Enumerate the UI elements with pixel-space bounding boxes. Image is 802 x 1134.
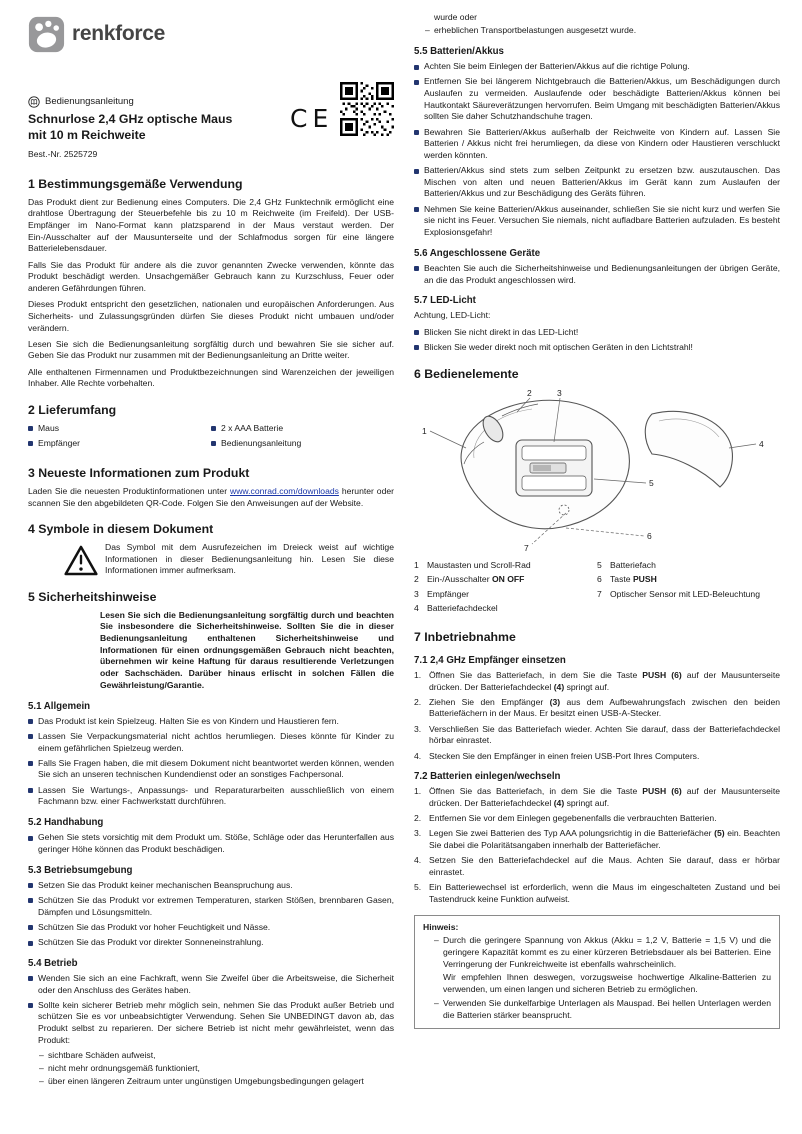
text-segment: Taste	[610, 574, 633, 585]
list-item	[414, 204, 780, 239]
text-segment: Entfernen Sie vor dem Einlegen gegebenenfalls die verbrauchten Batterien.	[429, 813, 717, 824]
dash-text: nicht mehr ordnungsgemäß funktioniert,	[48, 1063, 200, 1074]
list-item	[414, 76, 780, 123]
callout-1: 1	[422, 426, 427, 437]
section-5-3-heading: 5.3 Betriebsumgebung	[28, 864, 133, 876]
dash-mark: –	[39, 1063, 44, 1074]
section-5-2-heading: 5.2 Handhabung	[28, 817, 104, 829]
bullet-text: Bedienungsanleitung	[221, 437, 302, 448]
numbered-item	[414, 724, 780, 747]
list-item	[28, 922, 394, 934]
text-segment: springt auf.	[564, 681, 610, 692]
list-item	[28, 785, 394, 808]
list-item	[28, 973, 394, 996]
list-item	[28, 880, 394, 892]
item-text	[429, 882, 780, 905]
text-segment: Stecken Sie den Empfänger in einen freien USB-Port Ihres Computers.	[429, 750, 700, 761]
section-5-5-heading: 5.5 Batterien/Akkus	[414, 45, 504, 57]
brand-logo	[28, 16, 165, 53]
doc-type-label: Bedienungsanleitung	[45, 96, 134, 107]
text-segment: springt auf.	[564, 798, 610, 809]
bullet-text: Batterien/Akkus sind stets zum selben Zeitpunkt zu ersetzen bzw. auszutauschen. Das Mischen von alten und neuen Batterien/Akkus im Gerät kann zum Auslaufen der Batterien/Akkus und zur Beschädigung des Geräts führen.	[424, 165, 780, 199]
list-item	[28, 716, 394, 728]
order-number: Best.-Nr. 2525729	[28, 149, 98, 159]
text-segment: Batteriefach	[610, 560, 656, 571]
dash-mark: –	[39, 1076, 44, 1087]
note-dash-item	[423, 935, 771, 970]
list-item	[28, 423, 205, 435]
callout-6: 6	[647, 531, 652, 542]
bullet-icon	[28, 898, 33, 903]
legend-text	[610, 589, 780, 601]
legend-item	[414, 574, 597, 586]
bullet-icon	[414, 65, 419, 70]
section-3-heading: 3 Neueste Informationen zum Produkt	[28, 466, 250, 481]
conrad-downloads-link[interactable]: www.conrad.com/downloads	[230, 485, 339, 496]
list-item	[28, 758, 394, 781]
bullet-text: Blicken Sie weder direkt noch mit optischen Geräten in den Lichtstrahl!	[424, 341, 693, 352]
dash-text: über einen längeren Zeitraum unter ungünstigen Umgebungsbedingungen gelagert	[48, 1076, 364, 1087]
text-segment: (4)	[553, 681, 565, 692]
qr-code	[340, 82, 394, 136]
legend-text	[610, 560, 780, 572]
bullet-icon	[28, 441, 33, 446]
bullet-text: Falls Sie Fragen haben, die mit diesem Dokument nicht beantwortet werden können, wenden Sie sich an unseren technischen Kundendienst oder an sonstiges Fachpersonal.	[38, 757, 394, 780]
text-segment: Maustasten und Scroll-Rad	[427, 560, 531, 571]
bullet-icon	[414, 169, 419, 174]
paragraph-text: Laden Sie die neuesten Produktinformationen unter	[28, 485, 231, 496]
list-item	[414, 127, 780, 162]
left-column	[28, 12, 394, 1090]
callout-4: 4	[759, 439, 764, 450]
bullet-text: Lassen Sie Verpackungsmaterial nicht achtlos herumliegen. Dieses könnte für Kinder zu einem gefährlichen Spielzeug werden.	[38, 730, 394, 753]
dash-item	[414, 25, 780, 37]
legend-text	[427, 589, 597, 601]
numbered-item	[414, 697, 780, 720]
dash-mark: –	[434, 998, 439, 1009]
text-segment: ON OFF	[491, 574, 525, 585]
bullet-text: Empfänger	[38, 437, 81, 448]
item-text	[429, 724, 780, 747]
legend-text	[610, 574, 780, 586]
numbered-item	[414, 813, 780, 825]
list-item	[28, 937, 394, 949]
section-5-6-heading: 5.6 Angeschlossene Geräte	[414, 247, 541, 259]
note-label: Hinweis:	[423, 921, 459, 932]
text-segment: Setzen Sie den Batteriefachdeckel auf die Maus. Achten Sie darauf, dass er hörbar einrastet.	[429, 855, 780, 877]
bullet-text: Lassen Sie Wartungs-, Anpassungs- und Reparaturarbeiten ausschließlich von einem Fachmann bzw. einer Fachwerkstatt durchführen.	[38, 784, 394, 807]
dash-item	[28, 1076, 394, 1088]
bullet-text: Nehmen Sie keine Batterien/Akkus auseinander, schließen Sie sie nicht kurz und werfen Sie sie nicht ins Feuer. Versuchen Sie niemals, nicht aufladbare Batterien aufzuladen. Es besteht Explosionsgefahr!	[424, 203, 780, 237]
item-text	[429, 828, 780, 851]
bullet-icon	[28, 761, 33, 766]
doc-type-row	[28, 96, 134, 109]
item-number: 3.	[414, 828, 422, 839]
item-number: 2.	[414, 696, 422, 707]
bullet-icon	[28, 976, 33, 981]
bullet-text: Beachten Sie auch die Sicherheitshinweise und Bedienungsanleitungen der übrigen Geräte, an die das Produkt angeschlossen wird.	[424, 262, 780, 285]
product-title-line1: Schnurlose 2,4 GHz optische Maus	[28, 112, 233, 126]
bullet-icon	[414, 130, 419, 135]
list-item	[28, 1000, 394, 1047]
text-segment: Öffnen Sie das Batteriefach, in dem Sie die Taste	[429, 786, 643, 797]
text-segment: Ein-/Ausschalter	[427, 574, 492, 585]
dash-item	[28, 1063, 394, 1075]
item-number: 1.	[414, 786, 422, 797]
bullet-text: Schützen Sie das Produkt vor direkter Sonneneinstrahlung.	[38, 937, 264, 948]
numbered-item	[414, 751, 780, 763]
bullet-text: 2 x AAA Batterie	[221, 422, 284, 433]
section-5-1-heading: 5.1 Allgemein	[28, 700, 91, 712]
legend-text	[427, 574, 597, 586]
item-text	[429, 855, 780, 878]
bullet-text: Schützen Sie das Produkt vor hoher Feuchtigkeit und Nässe.	[38, 921, 271, 932]
bullet-icon	[28, 883, 33, 888]
callout-5: 5	[649, 478, 654, 489]
dash-item	[28, 1050, 394, 1062]
text-segment: ein. Beachten Sie dabei die Polaritätsangaben innerhalb der Batteriefächer.	[429, 828, 780, 851]
list-item	[28, 832, 394, 855]
legend-number: 2	[414, 574, 419, 585]
bullet-icon	[28, 925, 33, 930]
text-segment: PUSH (6)	[642, 786, 682, 797]
item-text	[429, 813, 780, 825]
legend-number: 7	[597, 588, 602, 599]
text-segment: (4)	[553, 798, 565, 809]
led-warning-label: Achtung, LED-Licht:	[414, 310, 491, 321]
bullet-text: Sollte kein sicherer Betrieb mehr möglich sein, nehmen Sie das Produkt außer Betrieb und schützen Sie es vor unbeabsichtigter Verwendung. Sehen Sie UNBEDINGT davon ab, das Produkt selbst zu reparieren. Der sichere Betrieb ist nicht mehr gewährleistet, wenn das Produkt:	[38, 999, 394, 1045]
text-segment: aus dem Aufbewahrungsfach zwischen den beiden Batteriefächern in der Maus. Er besitzt einen USB-A-Stecker.	[429, 696, 780, 719]
paragraph: Dieses Produkt entspricht den gesetzlichen, nationalen und europäischen Anforderungen. Aus Sicherheits- und Zulassungsgründen dürfen Sie dieses Produkt nicht umbauen und/oder verändern.	[28, 299, 394, 333]
list-item	[414, 61, 780, 73]
list-item	[28, 895, 394, 918]
bullet-icon	[414, 266, 419, 271]
legend-item	[414, 589, 597, 601]
text-segment: Legen Sie zwei Batterien des Typ AAA polungsrichtig in die Batteriefächer	[429, 828, 715, 839]
product-title	[28, 112, 232, 144]
item-number: 4.	[414, 855, 422, 866]
legend-item	[597, 589, 780, 601]
ce-mark: CE	[290, 104, 334, 133]
item-number: 5.	[414, 882, 422, 893]
section-5-4-heading: 5.4 Betrieb	[28, 957, 78, 969]
legend-item	[597, 574, 780, 586]
legend-item	[414, 560, 597, 572]
bullet-text: Achten Sie beim Einlegen der Batterien/Akkus auf die richtige Polung.	[424, 61, 690, 72]
text-segment: (5)	[714, 828, 725, 839]
numbered-item	[414, 828, 780, 851]
text-segment: auf der Mausunterseite drücken. Der Batteriefachdeckel	[429, 669, 780, 692]
legend-item	[597, 560, 780, 572]
dash-mark: –	[39, 1050, 44, 1061]
text-segment: (3)	[549, 696, 561, 707]
dash-text: erheblichen Transportbelastungen ausgesetzt wurde.	[434, 25, 637, 36]
text-segment: Ein Batteriewechsel ist erforderlich, wenn die Maus im eingeschalteten Zustand und bei Tastendruck keine Funktion aufweist.	[429, 882, 780, 904]
brand-name: renkforce	[72, 22, 166, 46]
section-7-1-heading: 7.1 2,4 GHz Empfänger einsetzen	[414, 654, 566, 666]
bullet-text: Schützen Sie das Produkt vor extremen Temperaturen, starken Stößen, brennbaren Gasen, Dämpfen und Lösungsmitteln.	[38, 894, 394, 917]
mouse-diagram	[414, 386, 774, 556]
item-text	[429, 751, 780, 763]
legend-text	[427, 560, 597, 572]
numbered-item	[414, 670, 780, 693]
legend-number: 1	[414, 560, 419, 571]
text-segment: Verschließen Sie das Batteriefach wieder. Achten Sie darauf, dass der Batteriefachdeckel hörbar einrastet.	[429, 723, 780, 746]
bullet-text: Gehen Sie stets vorsichtig mit dem Produkt um. Stöße, Schläge oder das Herunterfallen aus geringer Höhe können das Produkt beschädigen.	[38, 832, 394, 854]
continuation-text: wurde oder	[434, 12, 477, 22]
note-dash-item	[423, 998, 771, 1021]
bullet-text: Das Produkt ist kein Spielzeug. Halten Sie es von Kindern und Haustieren fern.	[38, 715, 339, 726]
callout-3: 3	[557, 388, 562, 399]
bullet-icon	[28, 788, 33, 793]
dash-text: sichtbare Schäden aufweist,	[48, 1050, 156, 1061]
list-item	[211, 423, 388, 435]
safety-intro: Lesen Sie sich die Bedienungsanleitung sorgfältig durch und beachten Sie insbesondere die Sicherheitshinweise. Sollten Sie die in dieser Bedienungsanleitung enthaltenen Sicherheitshinweise und Informationen für einen ordnungsgemäßen Gebrauch nicht beachten, übernehmen wir keine Haftung für daraus resultierende Verletzungen oder Sachschäden. Darüber hinaus erlischt in solchen Fällen die Gewährleistung/Garantie.	[100, 609, 394, 690]
text-segment: auf der Mausunterseite drücken. Der Batteriefachdeckel	[429, 786, 780, 809]
usb-receiver	[533, 465, 551, 471]
bullet-text: Entfernen Sie bei längerem Nichtgebrauch die Batterien/Akkus, um Beschädigungen durch Auslaufen zu vermeiden. Auslaufende oder beschädigte Batterien/Akkus können bei Hautkontakt Säureverätzungen hervorrufen. Beim Umgang mit beschädigten Batterien/Akkus sollten Sie daher Schutzhandschuhe tragen.	[424, 76, 780, 122]
paragraph: Lesen Sie sich die Bedienungsanleitung sorgfältig durch und bewahren Sie sie sicher auf. Geben Sie das Produkt nur zusammen mit der Bedienungsanleitung an Dritte weiter.	[28, 338, 394, 361]
section-5-heading: 5 Sicherheitshinweise	[28, 590, 157, 604]
section-4-heading: 4 Symbole in diesem Dokument	[28, 522, 214, 537]
legend-number: 5	[597, 560, 602, 571]
bullet-icon	[414, 207, 419, 212]
list-item	[414, 342, 780, 354]
item-number: 1.	[414, 669, 422, 680]
bullet-text: Bewahren Sie Batterien/Akkus außerhalb der Reichweite von Kindern auf. Lassen Sie Batterien / Akkus nicht frei herumliegen, da diese von Kindern oder Haustieren verschluckt werden könnten.	[424, 126, 780, 160]
section-5-7-heading: 5.7 LED-Licht	[414, 295, 476, 307]
controls-legend	[414, 560, 780, 617]
bullet-icon	[211, 426, 216, 431]
dash-mark: –	[425, 25, 430, 36]
list-item	[414, 263, 780, 286]
bullet-text: Setzen Sie das Produkt keiner mechanischen Beanspruchung aus.	[38, 879, 293, 890]
dash-text: Verwenden Sie dunkelfarbige Unterlagen als Mauspad. Bei hellen Unterlagen werden die Batterien stärker beansprucht.	[443, 998, 771, 1020]
battery-cover	[645, 412, 732, 488]
text-segment: PUSH (6)	[642, 669, 682, 680]
item-text	[429, 670, 780, 693]
symbol-explanation-text: Das Symbol mit dem Ausrufezeichen im Dreieck weist auf wichtige Informationen in dieser Bedienungsanleitung hin. Lesen Sie diese Informationen immer aufmerksam.	[105, 541, 394, 576]
section-7-2-heading: 7.2 Batterien einlegen/wechseln	[414, 771, 561, 783]
dash-text: Durch die geringere Spannung von Akkus (Akku = 1,2 V, Batterie = 1,5 V) und die geringere Kapazität kommt es zu einer kürzeren Betriebsdauer als bei Batterien. Eine Verringerung der Funkreichweite ist ebenfalls wahrscheinlich.	[443, 935, 771, 969]
legend-number: 6	[597, 574, 602, 585]
latest-info-paragraph	[28, 486, 394, 509]
bullet-text: Maus	[38, 422, 60, 433]
list-item	[414, 165, 780, 200]
list-item	[211, 438, 388, 450]
symbol-explanation	[28, 542, 394, 577]
item-number: 4.	[414, 750, 422, 761]
delivery-contents-list	[28, 423, 394, 453]
renkforce-logo-icon	[28, 16, 65, 53]
item-number: 2.	[414, 813, 422, 824]
warning-triangle-icon	[63, 544, 99, 577]
list-item	[28, 438, 205, 450]
bullet-icon	[28, 836, 33, 841]
manual-icon	[28, 96, 40, 108]
text-segment: PUSH	[632, 574, 657, 585]
bullet-icon	[28, 941, 33, 946]
section-1-heading: 1 Bestimmungsgemäße Verwendung	[28, 177, 243, 191]
paragraph: Alle enthaltenen Firmennamen und Produktbezeichnungen sind Warenzeichen der jeweiligen Inhaber. Alle Rechte vorbehalten.	[28, 366, 394, 389]
item-number: 3.	[414, 723, 422, 734]
numbered-item	[414, 855, 780, 878]
text-segment: Batteriefachdeckel	[427, 602, 498, 613]
legend-number: 3	[414, 588, 419, 599]
numbered-item	[414, 786, 780, 809]
document-header	[28, 12, 394, 164]
callout-2: 2	[527, 388, 532, 399]
bullet-icon	[28, 734, 33, 739]
section-6-heading: 6 Bedienelemente	[414, 366, 519, 381]
bullet-icon	[28, 426, 33, 431]
note-box	[414, 915, 780, 1030]
paragraph: Falls Sie das Produkt für andere als die zuvor genannten Zwecke verwenden, könnte das Produkt beschädigt werden. Unsachgemäßer Gebrauch kann zu Kurzschluss, Feuer oder anderen Gefährdungen führen.	[28, 259, 394, 294]
callout-7: 7	[524, 543, 529, 554]
section-2-heading: 2 Lieferumfang	[28, 403, 117, 418]
bullet-text: Wenden Sie sich an eine Fachkraft, wenn Sie Zweifel über die Arbeitsweise, die Sicherheit oder den Anschluss des Gerätes haben.	[38, 972, 394, 995]
bullet-icon	[28, 1003, 33, 1008]
bullet-icon	[211, 441, 216, 446]
product-title-line2: mit 10 m Reichweite	[28, 127, 146, 142]
text-segment: Öffnen Sie das Batteriefach, in dem Sie die Taste	[429, 669, 643, 680]
legend-number: 4	[414, 602, 419, 613]
bullet-text: Blicken Sie nicht direkt in das LED-Licht!	[424, 326, 579, 337]
right-column	[414, 12, 780, 1029]
legend-text	[427, 603, 597, 615]
dash-mark: –	[434, 935, 439, 946]
text-segment: Empfänger	[427, 588, 470, 599]
item-text	[429, 697, 780, 720]
paragraph: Das Produkt dient zur Bedienung eines Computers. Die 2,4 GHz Funktechnik ermöglicht eine drahtlose Übertragung der Steuerbefehle bis zu 10 m Reichweite (im Freifeld). Der USB-Empfänger im Nano-Format kann platzsparend in der Maus verstaut werden. Der Ein-/Ausschalter auf der Mausunterseite und der Schlafmodus sorgen für eine längere Batterielebensdauer.	[28, 196, 394, 254]
paragraph-text: herunter oder scannen Sie den abgebildeten QR-Code. Folgen Sie den Anweisungen auf der Website.	[28, 485, 395, 508]
list-item	[28, 731, 394, 754]
bullet-icon	[414, 330, 419, 335]
text-segment: Ziehen Sie den Empfänger	[429, 696, 550, 707]
list-item	[414, 327, 780, 339]
note-continuation: Wir empfehlen Ihnen deswegen, vorzugsweise hochwertige Alkaline-Batterien zu verwenden, um einen langen und sicheren Betrieb zu ermöglichen.	[443, 971, 771, 994]
item-text	[429, 786, 780, 809]
numbered-item	[414, 882, 780, 905]
section-7-heading: 7 Inbetriebnahme	[414, 629, 516, 644]
bullet-icon	[414, 345, 419, 350]
legend-item	[414, 603, 597, 615]
bullet-icon	[414, 80, 419, 85]
text-segment: Optischer Sensor mit LED-Beleuchtung	[610, 588, 760, 599]
bullet-icon	[28, 719, 33, 724]
